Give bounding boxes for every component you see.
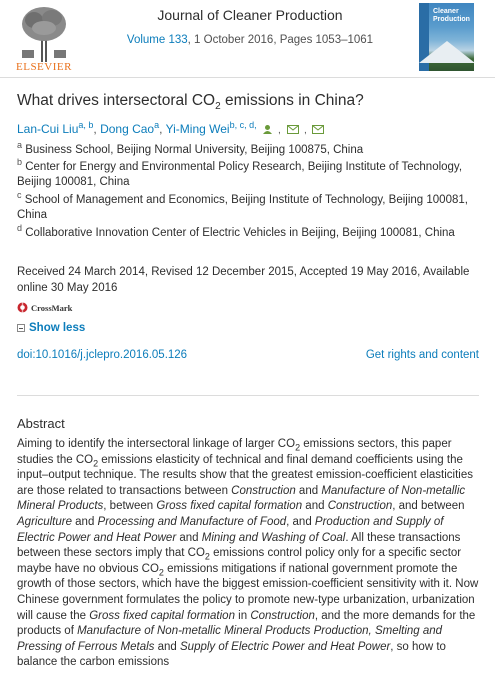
- author-link[interactable]: Dong Cao: [100, 122, 155, 136]
- abstract-heading: Abstract: [17, 416, 65, 431]
- journal-cover-image[interactable]: [419, 3, 474, 71]
- volume-link[interactable]: Volume 133: [126, 34, 188, 46]
- author-sup[interactable]: a, b: [78, 120, 94, 130]
- crossmark-icon: [17, 302, 28, 313]
- show-less-toggle[interactable]: [17, 322, 85, 334]
- journal-issue-info: [90, 34, 410, 46]
- author-link[interactable]: Lan-Cui Liu: [17, 122, 79, 136]
- svg-text:,: ,: [278, 125, 282, 136]
- doi-link[interactable]: doi:10.1016/j.jclepro.2016.05.126: [17, 349, 188, 361]
- article-title: What drives intersectoral $CO_2$ emissions in China?: [17, 92, 364, 113]
- crossmark-button[interactable]: [17, 302, 72, 313]
- rights-link[interactable]: Get rights and content: [365, 349, 479, 361]
- author-sup[interactable]: b, c, d,: [229, 120, 257, 130]
- email-icon[interactable]: [287, 125, 299, 134]
- svg-text:,: ,: [303, 125, 307, 136]
- comma-icon: [278, 124, 281, 135]
- issue-pages: , 1 October 2016, Pages 1053–1061: [187, 34, 374, 46]
- affiliation: $^d$ Collaborative Innovation Center of Electric Vehicles in Beijing, Beijing 100081, China: [17, 223, 455, 239]
- elsevier-tree-logo[interactable]: [18, 4, 70, 62]
- journal-header: [0, 0, 495, 78]
- comma-icon: [304, 124, 307, 135]
- author-sup[interactable]: a: [154, 120, 160, 130]
- affiliation: $^b$ Center for Energy and Environmental Policy Research, Beijing Institute of Technology, Beijing 100081, China: [17, 157, 463, 189]
- show-less-label: Show less: [29, 322, 86, 334]
- cover-title: Cleaner Production: [433, 8, 470, 23]
- article-history-dates: Received 24 March 2014, Revised 12 December 2015, Accepted 19 May 2016, Available online 30 May 2016: [17, 266, 470, 294]
- collapse-icon: [17, 324, 25, 332]
- affiliation: $^a$ Business School, Beijing Normal University, Beijing 100875, China: [17, 140, 364, 156]
- email-icon[interactable]: [312, 125, 324, 134]
- abstract-text: Aiming to identify the intersectoral linkage of larger $CO_2$ emissions sectors, this paper studies the $CO_2$ emissions elasticity of technical and final demand coefficients using the input–output technique. The results show that the greatest emission-coefficient elasticities are those related to transactions between Construction and Manufacture of Non-metallic Mineral Products, between Gross fixed capital formation and Construction, and between Agriculture and Processing and Manufacture of Food, and Production and Supply of Electric Power and Heat Power and Mining and Washing of Coal. All these transactions between these sectors imply that $CO_2$ emissions control policy only for a specific sector maybe have no obvious $CO_2$ emissions mitigations if national government promote the growth of those sectors, which have the biggest emission-coefficient sensitivity with it. Now Chinese government formulates the policy to promote new-type urbanization, urbanization will cause the Gross fixed capital formation in Construction, and the more demands for the products of Manufacture of Non-metallic Mineral Products Production, Smelting and Pressing of Ferrous Metals and Supply of Electric Power and Heat Power, so how to balance the carbon emissions: [17, 438, 479, 669]
- author-list: Lan-Cui Liu$^{a, b}$, Dong Cao$^a$, Yi-Ming Wei$^{b, c, d,}$ , ,: [17, 120, 324, 136]
- crossmark-label: CrossMark: [31, 302, 73, 313]
- affiliation: $^c$ School of Management and Economics, Beijing Institute of Technology, Beijing 100081, China: [17, 190, 468, 222]
- section-divider: [17, 395, 479, 396]
- person-icon[interactable]: [262, 124, 273, 135]
- author-link[interactable]: Yi-Ming Wei: [165, 122, 230, 136]
- journal-title-link[interactable]: Journal of Cleaner Production: [157, 7, 343, 23]
- cover-mountain: [419, 41, 474, 63]
- publisher-name: ELSEVIER: [16, 61, 72, 73]
